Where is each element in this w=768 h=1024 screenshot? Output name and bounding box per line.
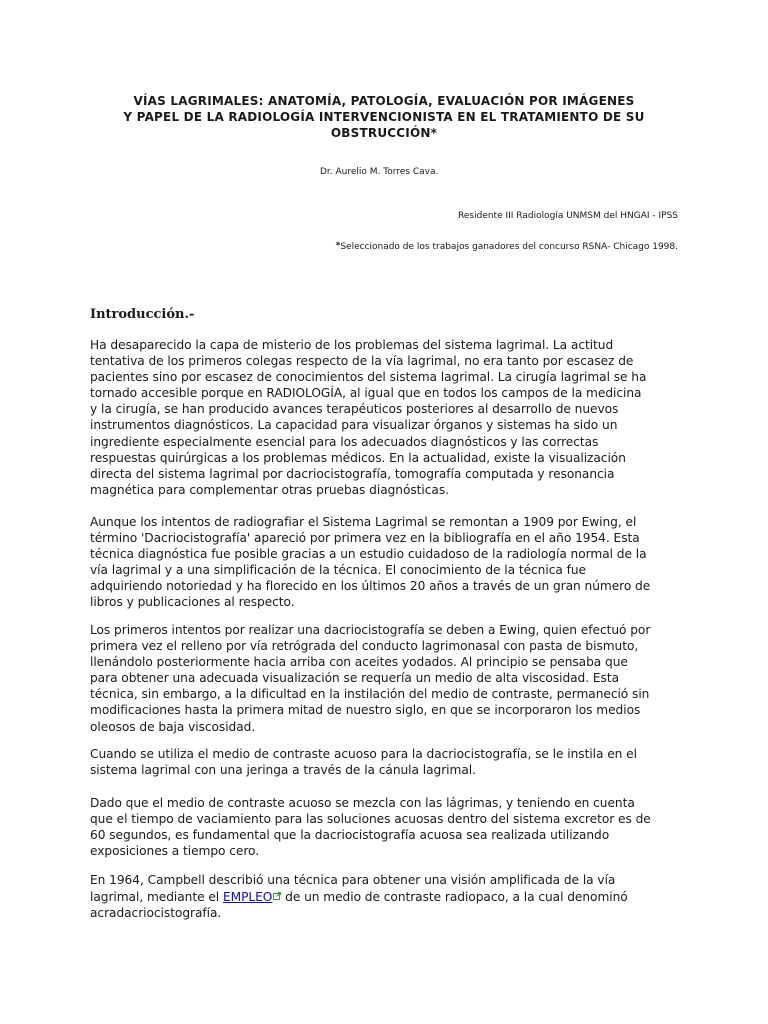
paragraph-line: En 1964, Campbell describió una técnica para obtener una visión amplificada de la vía — [90, 873, 616, 887]
paragraph-line: que el tiempo de vaciamiento para las soluciones acuosas dentro del sistema excretor es de — [90, 812, 651, 827]
selection-asterisk: * — [335, 241, 341, 251]
text-after-link: de un medio de contraste radiopaco, a la cual denominó — [281, 890, 628, 905]
paragraph-line: Los primeros intentos por realizar una dacriocistografía se deben a Ewing, quien efectuó por — [90, 623, 651, 637]
paragraph-line: exposiciones a tiempo cero. — [90, 844, 260, 859]
paragraph-line: primera vez el relleno por vía retrógrada del conducto lagrimonasal con pasta de bismuto, — [90, 639, 639, 654]
paragraph-line: Aunque los intentos de radiografiar el Sistema Lagrimal se remontan a 1909 por Ewing, el — [90, 515, 637, 529]
paragraph-1 — [90, 337, 682, 498]
empleo-link[interactable]: EMPLEO — [222, 890, 273, 905]
paragraph-4 — [90, 746, 682, 778]
paragraph-line: 60 segundos, es fundamental que la dacriocistografía acuosa sea realizada utilizando — [90, 828, 610, 843]
paragraph-line: y la cirugía, se han producido avances terapéuticos posteriores al desarrollo de nuevos — [90, 402, 619, 417]
title-line: OBSTRUCCIÓN* — [330, 126, 438, 140]
author-affiliation: Residente III Radiología UNMSM del HNGAI - IPSS — [458, 211, 678, 221]
paragraph-line: instrumentos diagnósticos. La capacidad para visualizar órganos y sistemas ha sido un — [90, 418, 618, 433]
selection-note-text: Seleccionado de los trabajos ganadores del concurso RSNA- Chicago 1998. — [340, 242, 678, 252]
title-line: Y PAPEL DE LA RADIOLOGÍA INTERVENCIONISTA EN EL TRATAMIENTO DE SU — [123, 110, 645, 124]
paragraph-line: Cuando se utiliza el medio de contraste acuoso para la dacriocistografía, se le instila en el — [90, 747, 637, 761]
paragraph-line: término 'Dacriocistografía' apareció por primera vez en la bibliografía en el año 1954. Esta — [90, 531, 640, 546]
paragraph-line: sistema lagrimal con una jeringa a través de la cánula lagrimal. — [90, 763, 476, 778]
paragraph-line: acradacriocistografía. — [90, 906, 222, 921]
paragraph-line: directa del sistema lagrimal por dacriocistografía, tomografía computada y resonancia — [90, 466, 615, 481]
paragraph-6 — [90, 872, 682, 921]
title-line: VÍAS LAGRIMALES: ANATOMÍA, PATOLOGÍA, EVALUACIÓN POR IMÁGENES — [133, 94, 635, 108]
paragraph-line: ingrediente especialmente esencial para los adecuados diagnósticos y las correctas — [90, 434, 599, 449]
document-title — [90, 93, 678, 141]
paragraph-line: respuestas quirúrgicas a los problemas médicos. En la actualidad, existe la visualización — [90, 450, 626, 465]
paragraph-line-with-link — [90, 888, 682, 905]
paragraph-line: oleosos de baja viscosidad. — [90, 719, 256, 734]
paragraph-line: tentativa de los primeros colegas respecto de la vía lagrimal, no era tanto por escasez de — [90, 354, 634, 369]
paragraph-line: pacientes sino por escasez de conocimientos del sistema lagrimal. La cirugía lagrimal se ha — [90, 370, 647, 385]
paragraph-line: adquiriendo notoriedad y ha florecido en los últimos 20 años a través de un gran número de — [90, 579, 651, 594]
section-heading: Introducción.- — [90, 307, 195, 322]
paragraph-line: llenándolo posteriormente hacia arriba con aceites yodados. Al principio se pensaba que — [90, 655, 628, 670]
author-name: Dr. Aurelio M. Torres Cava. — [320, 167, 439, 177]
selection-note — [336, 241, 678, 252]
paragraph-3 — [90, 622, 682, 735]
paragraph-5 — [90, 795, 682, 859]
paragraph-line: vía lagrimal y a una simplificación de la técnica. El conocimiento de la técnica fue — [90, 563, 586, 578]
paragraph-line: tornado accesible porque en RADIOLOGÍA, al igual que en todos los campos de la medicina — [90, 386, 642, 401]
paragraph-2 — [90, 514, 682, 611]
paragraph-line: para obtener una adecuada visualización se requería un medio de alta viscosidad. Esta — [90, 671, 619, 686]
paragraph-line: Dado que el medio de contraste acuoso se mezcla con las lágrimas, y teniendo en cuenta — [90, 796, 635, 810]
paragraph-line: magnética para complementar otras pruebas diagnósticas. — [90, 482, 449, 497]
paragraph-line: libros y publicaciones al respecto. — [90, 595, 295, 610]
paragraph-line: modificaciones hasta la primera mitad de nuestro siglo, en que se incorporaron los medios — [90, 703, 641, 718]
paragraph-line: técnica, sin embargo, a la dificultad en la instilación del medio de contraste, permaneció sin — [90, 687, 650, 702]
paragraph-line: técnica diagnóstica fue posible gracias a un estudio cuidadoso de la radiología normal de la — [90, 547, 647, 562]
paragraph-line: Ha desaparecido la capa de misterio de los problemas del sistema lagrimal. La actitud — [90, 338, 614, 352]
text-before-link: lagrimal, mediante el — [90, 890, 223, 905]
